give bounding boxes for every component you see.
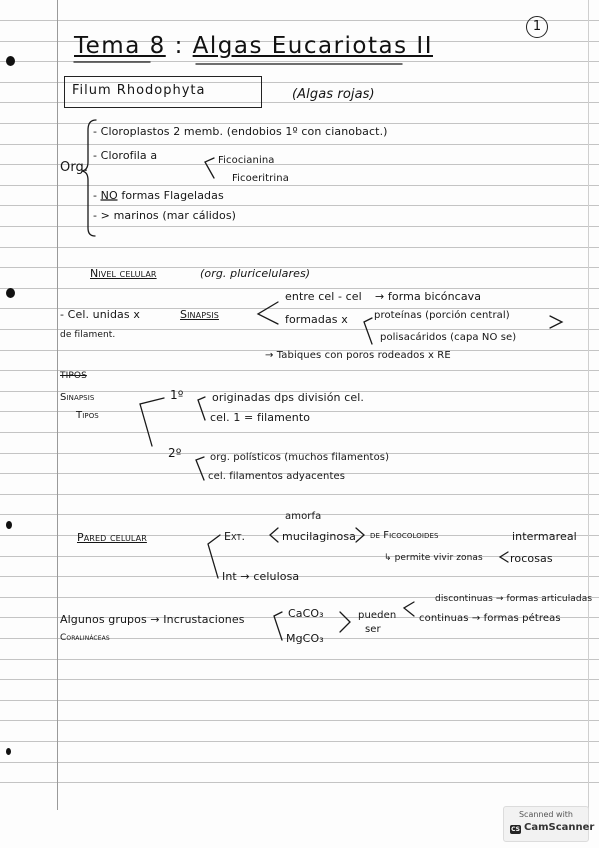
primary-brace — [198, 397, 205, 420]
page-number: 1 — [526, 16, 548, 38]
pigment-brace — [205, 158, 214, 178]
sinapsis-polisacaridos: polisacáridos (capa NO se) — [380, 332, 517, 343]
rocosas-angle — [500, 552, 508, 562]
filum-label: Filum Rhodophyta — [72, 83, 206, 98]
sinapsis-tabiques: → Tabiques con poros rodeados x RE — [265, 350, 451, 361]
tipo-secondary-line-2: cel. filamentos adyacentes — [208, 471, 346, 482]
pueden-angle — [340, 612, 350, 632]
sinapsis-entre: entre cel - cel — [285, 290, 362, 303]
tipo-secondary-marker: 2º — [168, 446, 182, 460]
org-item-chlorophyll: - Clorofila a — [93, 149, 158, 162]
incr-left-line-2: Coralináceas — [60, 633, 110, 643]
org-brace — [82, 120, 96, 236]
camscanner-watermark — [503, 806, 595, 842]
tipos-label-1: Sinapsis — [60, 392, 95, 403]
tipos-bracket — [140, 398, 164, 446]
right-chevron — [550, 316, 562, 328]
pared-rocosas: rocosas — [510, 552, 553, 565]
pared-ficocoloides: de Ficocoloides — [370, 530, 439, 541]
sinapsis-formadas: formadas x — [285, 313, 348, 326]
title-part2: Algas Eucariotas II — [192, 33, 433, 59]
pared-int: Int → celulosa — [222, 570, 300, 583]
title-separator: : — [174, 33, 184, 59]
incr-left-line-1: Algunos grupos → Incrustaciones — [60, 613, 245, 626]
scanned-with-label: Scanned with — [518, 810, 574, 819]
sinapsis-proteinas: proteínas (porción central) — [374, 310, 510, 321]
pigment-ficocianina: Ficocianina — [218, 155, 275, 166]
sinapsis-chevron — [258, 302, 278, 324]
camscanner-logo-icon: CS — [511, 826, 520, 833]
camscanner-brand: CamScanner — [524, 822, 595, 833]
incr-pueden: pueden — [358, 610, 397, 621]
tipo-secondary-line-1: org. polísticos (muchos filamentos) — [210, 452, 390, 463]
tipos-label-2: Tipos — [76, 410, 99, 421]
mucilaginosa-close — [356, 528, 364, 542]
nivel-celular-note: (org. pluricelulares) — [200, 267, 311, 280]
filum-common-name: (Algas rojas) — [292, 87, 375, 102]
incr-mgco3: MgCO₃ — [286, 632, 324, 645]
sinapsis-forma: → forma bicóncava — [375, 290, 482, 303]
pared-mucilaginosa: mucilaginosa — [282, 530, 356, 543]
org-label: Org. — [60, 160, 89, 175]
pared-bracket — [208, 535, 220, 578]
sinapsis-main-left: - Cel. unidas x — [60, 308, 140, 321]
incr-continuas: continuas → formas pétreas — [419, 613, 561, 624]
pared-permite: ↳ permite vivir zonas — [384, 553, 483, 563]
discontinuas-angle — [404, 602, 414, 616]
title-part1: Tema 8 — [74, 33, 166, 59]
sinapsis-sub-left: de filament. — [60, 330, 116, 340]
pared-amorfa: amorfa — [285, 511, 322, 522]
nivel-celular-heading: Nivel celular — [90, 267, 157, 280]
org-item-marinos: - > marinos (mar cálidos) — [93, 209, 237, 222]
org-item-no-flagelladas: - NO formas Flageladas — [93, 189, 224, 202]
sinapsis-keyword: Sinapsis — [180, 308, 219, 321]
mucilaginosa-open — [270, 528, 278, 542]
incr-ser: ser — [365, 624, 381, 635]
tipo-primary-line-2: cel. 1 = filamento — [210, 411, 311, 424]
tipos-struck: TIPOS — [60, 371, 87, 381]
proteins-brace — [364, 318, 372, 344]
incr-caco3: CaCO₃ — [288, 607, 324, 620]
secondary-brace — [196, 457, 204, 480]
pared-ext: Ext. — [224, 530, 246, 543]
pared-heading: Pared celular — [77, 531, 147, 544]
org-item-chloroplasts: - Cloroplastos 2 memb. (endobios 1º con cianobact.) — [93, 125, 388, 138]
pared-intermareal: intermareal — [512, 530, 577, 543]
tipo-primary-marker: 1º — [170, 388, 184, 402]
pigment-ficoeritrina: Ficoeritrina — [232, 173, 289, 184]
carbonate-brace — [274, 612, 282, 640]
incr-discontinuas: discontinuas → formas articuladas — [435, 594, 593, 604]
tipo-primary-line-1: originadas dps división cel. — [212, 391, 364, 404]
